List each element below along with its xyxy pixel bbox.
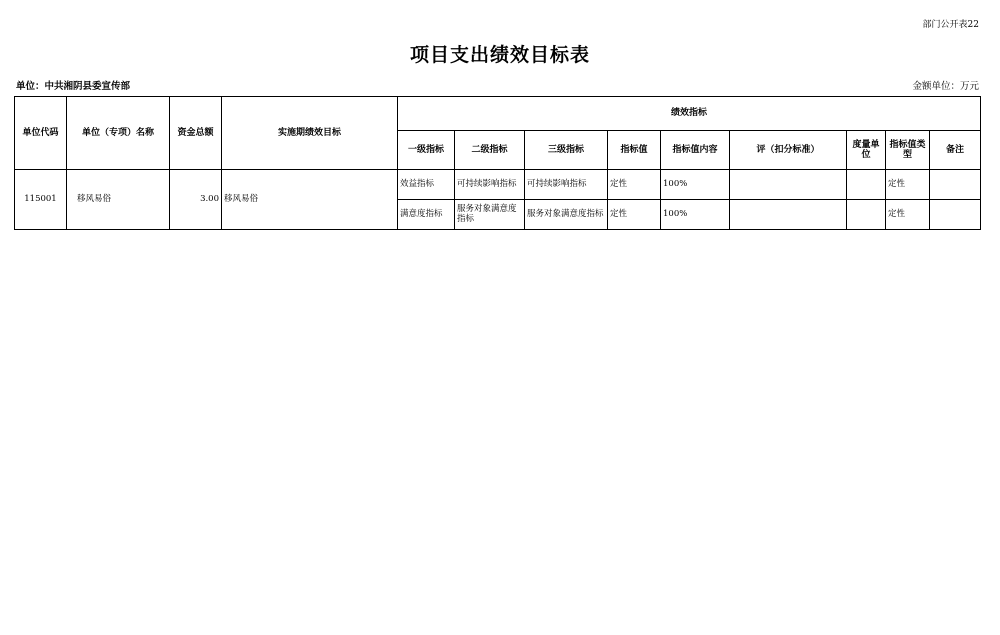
cell-scoring <box>730 170 847 200</box>
col-header-total-funds: 资金总额 <box>170 97 222 170</box>
form-number: 部门公开表22 <box>922 20 979 30</box>
col-header-scoring: 评（扣分标准） <box>730 131 847 170</box>
col-header-level1: 一级指标 <box>398 131 455 170</box>
col-header-indicators: 绩效指标 <box>398 97 981 131</box>
cell-value-type: 定性 <box>886 200 930 230</box>
col-header-unit-name: 单位（专项）名称 <box>67 97 170 170</box>
cell-remark <box>930 200 981 230</box>
unit-label: 单位：中共湘阴县委宣传部 <box>16 81 131 92</box>
col-header-remark: 备注 <box>930 131 981 170</box>
performance-target-table <box>14 96 981 230</box>
cell-level3: 可持续影响指标 <box>525 170 608 200</box>
cell-level2: 服务对象满意度指标 <box>455 200 525 230</box>
cell-remark <box>930 170 981 200</box>
cell-value-type: 定性 <box>886 170 930 200</box>
cell-unit-name: 移风易俗 <box>67 170 170 230</box>
cell-measure-unit <box>847 200 886 230</box>
cell-level1: 效益指标 <box>398 170 455 200</box>
cell-value-content: 100% <box>661 170 730 200</box>
col-header-value-content: 指标值内容 <box>661 131 730 170</box>
cell-target: 移风易俗 <box>222 170 398 230</box>
cell-measure-unit <box>847 170 886 200</box>
cell-scoring <box>730 200 847 230</box>
col-header-value-type: 指标值类型 <box>886 131 930 170</box>
col-header-target: 实施期绩效目标 <box>222 97 398 170</box>
cell-value-content: 100% <box>661 200 730 230</box>
col-header-unit-code: 单位代码 <box>15 97 67 170</box>
col-header-value: 指标值 <box>608 131 661 170</box>
col-header-measure-unit: 度量单位 <box>847 131 886 170</box>
cell-value: 定性 <box>608 200 661 230</box>
table-row <box>15 170 981 200</box>
cell-unit-code: 115001 <box>15 170 67 230</box>
header-row-1 <box>15 97 981 131</box>
col-header-level2: 二级指标 <box>455 131 525 170</box>
cell-value: 定性 <box>608 170 661 200</box>
amount-unit-label: 金额单位：万元 <box>912 81 979 92</box>
cell-level1: 满意度指标 <box>398 200 455 230</box>
col-header-level3: 三级指标 <box>525 131 608 170</box>
cell-level3: 服务对象满意度指标 <box>525 200 608 230</box>
cell-level2: 可持续影响指标 <box>455 170 525 200</box>
cell-total-funds: 3.00 <box>170 170 222 230</box>
page-title: 项目支出绩效目标表 <box>409 44 590 66</box>
